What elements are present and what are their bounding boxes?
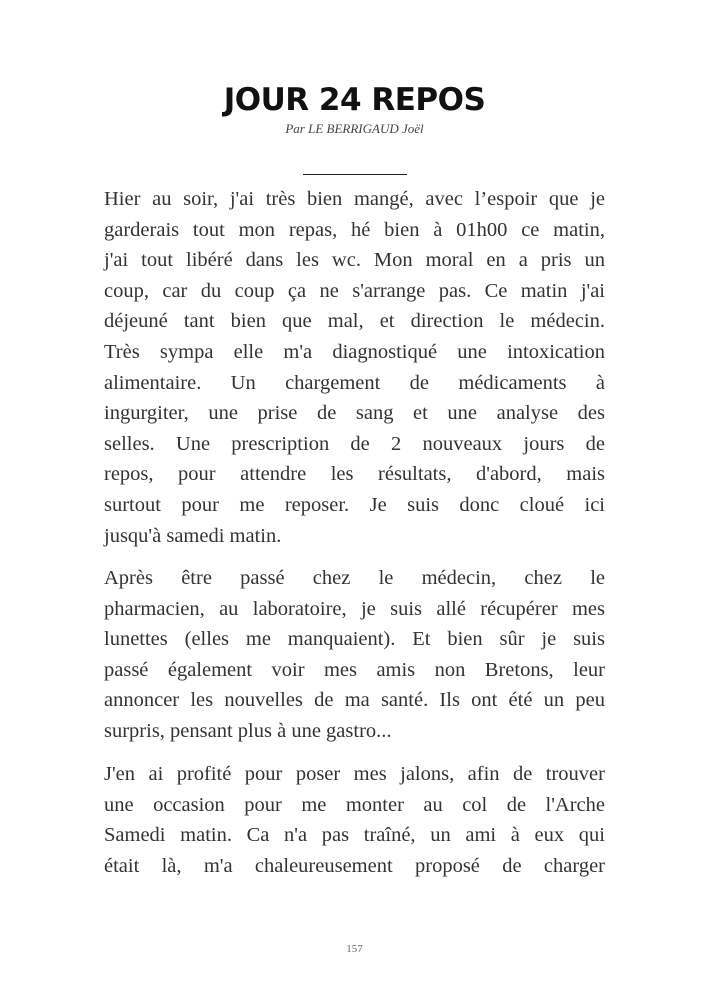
title-divider: [303, 174, 407, 175]
page-title: JOUR 24 REPOS: [223, 82, 486, 118]
author-byline: Par LE BERRIGAUD Joël: [285, 121, 424, 136]
text-line: Très sympa elle m'a diagnostiqué une intoxication: [104, 340, 605, 363]
text-line: lunettes (elles me manquaient). Et bien sûr je suis: [104, 628, 605, 651]
text-line: J'en ai profité pour poser mes jalons, afin de trouver: [104, 763, 605, 785]
text-line: ingurgiter, une prise de sang et une analyse des: [104, 402, 605, 425]
text-line: était là, m'a chaleureusement proposé de charger: [104, 854, 605, 877]
text-line: déjeuné tant bien que mal, et direction le médecin.: [104, 310, 605, 333]
text-line: selles. Une prescription de 2 nouveaux jours de: [104, 432, 605, 455]
text-line: passé également voir mes amis non Bretons, leur: [104, 658, 605, 681]
text-line: Après être passé chez le médecin, chez le: [104, 567, 605, 589]
text-line: jusqu'à samedi matin.: [104, 524, 282, 547]
text-line: surpris, pensant plus à une gastro...: [104, 719, 392, 742]
text-line: une occasion pour me monter au col de l'Arche: [104, 793, 605, 816]
paragraph-2: [104, 563, 605, 747]
text-line: pharmacien, au laboratoire, je suis allé récupérer mes: [104, 597, 605, 620]
text-line: repos, pour attendre les résultats, d'abord, mais: [104, 463, 605, 486]
page-number: 157: [346, 943, 363, 955]
text-line: annoncer les nouvelles de ma santé. Ils ont été un peu: [104, 689, 605, 712]
text-line: j'ai tout libéré dans les wc. Mon moral en a pris un: [104, 249, 605, 272]
text-line: coup, car du coup ça ne s'arrange pas. Ce matin j'ai: [104, 279, 605, 302]
text-line: Hier au soir, j'ai très bien mangé, avec l’espoir que je: [104, 188, 605, 210]
text-line: Samedi matin. Ca n'a pas traîné, un ami à eux qui: [104, 824, 605, 847]
text-line: alimentaire. Un chargement de médicaments à: [104, 371, 605, 394]
text-line: surtout pour me reposer. Je suis donc cloué ici: [104, 493, 605, 516]
text-line: garderais tout mon repas, hé bien à 01h00 ce matin,: [104, 218, 605, 241]
paragraph-1: [104, 184, 605, 551]
paragraph-3: [104, 759, 605, 881]
